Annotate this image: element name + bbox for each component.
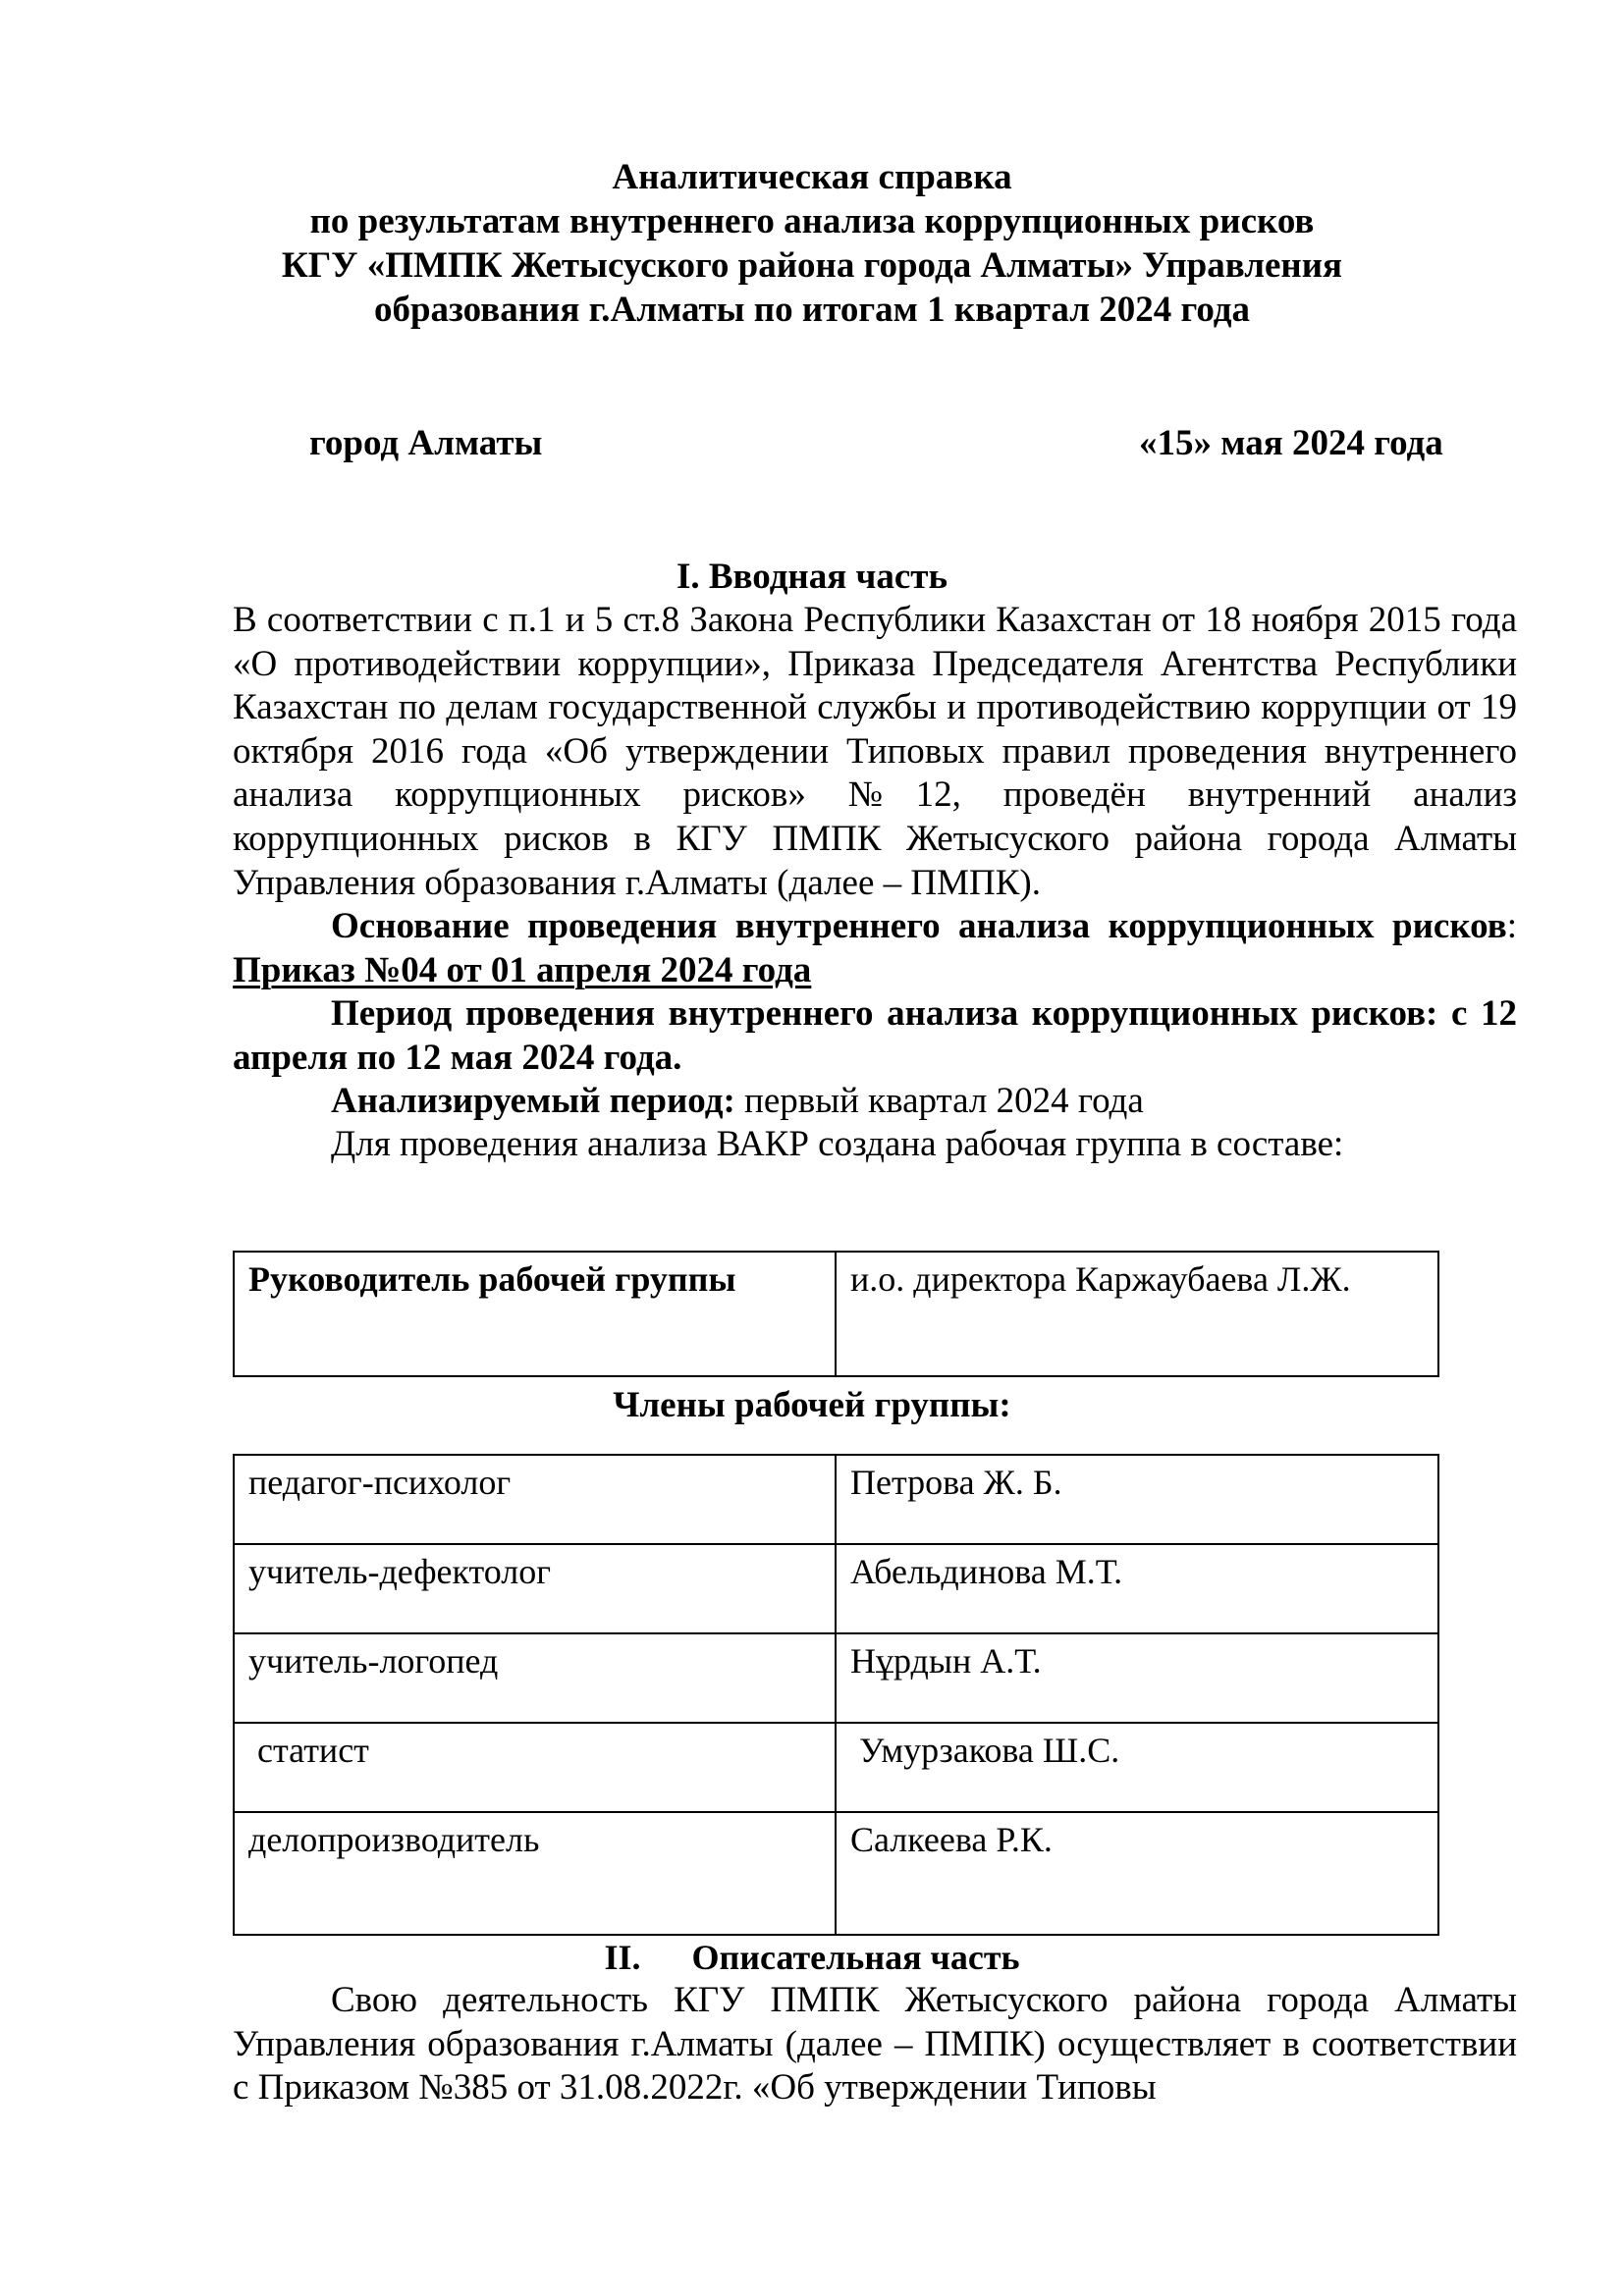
member-role-cell: делопроизводитель <box>234 1812 836 1935</box>
title-line-3: КГУ «ПМПК Жетысуского района города Алматы» Управления <box>281 245 1343 286</box>
table-row <box>234 1812 1438 1935</box>
table-row <box>234 1544 1438 1633</box>
members-heading: Члены рабочей группы: <box>613 1385 1011 1425</box>
table-row <box>234 1455 1438 1544</box>
leader-role-cell: Руководитель рабочей группы <box>234 1252 836 1376</box>
section-2-number: II. <box>604 1938 641 1977</box>
table-row <box>234 1723 1438 1812</box>
member-name-cell: Нұрдын А.Т. <box>836 1633 1438 1723</box>
members-table <box>233 1454 1439 1936</box>
analyzed-value: первый квартал 2024 года <box>734 1081 1144 1121</box>
basis-paragraph <box>233 905 1517 992</box>
analyzed-label: Анализируемый период: <box>331 1081 735 1121</box>
member-role-cell: учитель-дефектолог <box>234 1544 836 1633</box>
member-role-cell: учитель-логопед <box>234 1633 836 1723</box>
section-1-heading: I. Вводная часть <box>676 557 948 597</box>
intro-paragraph: В соответствии с п.1 и 5 ст.8 Закона Республики Казахстан от 18 ноября 2015 года «О противодействии коррупции», Приказа Председателя Агентства Республики Казахстан по делам государственной службы и противодействию коррупции от 19 октября 2016 года «Об утверждении Типовых правил проведения внутреннего анализа коррупционных рисков» №12, проведён внутренний анализ коррупционных рисков в КГУ ПМПК Жетысуского района города Алматы Управления образования г.Алматы (далее – ПМПК). <box>233 600 1517 903</box>
member-name-cell: Салкеева Р.К. <box>836 1812 1438 1935</box>
document-place: город Алматы <box>309 423 543 463</box>
title-line-4: образования г.Алматы по итогам 1 квартал 2024 года <box>373 290 1251 330</box>
title-line-2: по результатам внутреннего анализа коррупционных рисков <box>309 201 1315 241</box>
member-name-cell: Абельдинова М.Т. <box>836 1544 1438 1633</box>
member-name-cell: Петрова Ж. Б. <box>836 1455 1438 1544</box>
leader-table <box>233 1251 1439 1377</box>
basis-colon: : <box>1506 906 1517 946</box>
member-role-cell: статист <box>234 1723 836 1812</box>
section-2-heading <box>0 1936 1624 1979</box>
document-title <box>0 155 1624 332</box>
document-date: «15» мая 2024 года <box>1139 423 1443 463</box>
title-line-1: Аналитическая справка <box>612 157 1012 197</box>
member-name-cell: Умурзакова Ш.С. <box>836 1723 1438 1812</box>
member-role-cell: педагог-психолог <box>234 1455 836 1544</box>
analyzed-period <box>233 1080 1517 1124</box>
basis-order-link: Приказ №04 от 01 апреля 2024 года <box>233 949 812 990</box>
period-paragraph: Период проведения внутреннего анализа коррупционных рисков: с 12 апреля по 12 мая 2024 года. <box>233 993 1517 1078</box>
section-2-title: Описательная часть <box>691 1938 1020 1977</box>
group-intro: Для проведения анализа ВАКР создана рабочая группа в составе: <box>331 1124 1344 1164</box>
section-2-paragraph: Свою деятельность КГУ ПМПК Жетысуского района города Алматы Управления образования г.Алматы (далее – ПМПК) осуществляет в соответствии с Приказом №385 от 31.08.2022г. «Об утверждении Типовы <box>233 1980 1517 2109</box>
basis-label: Основание проведения внутреннего анализа коррупционных рисков <box>331 906 1507 946</box>
leader-name-cell: и.о. директора Каржаубаева Л.Ж. <box>836 1252 1438 1376</box>
table-row <box>234 1252 1438 1376</box>
table-row <box>234 1633 1438 1723</box>
